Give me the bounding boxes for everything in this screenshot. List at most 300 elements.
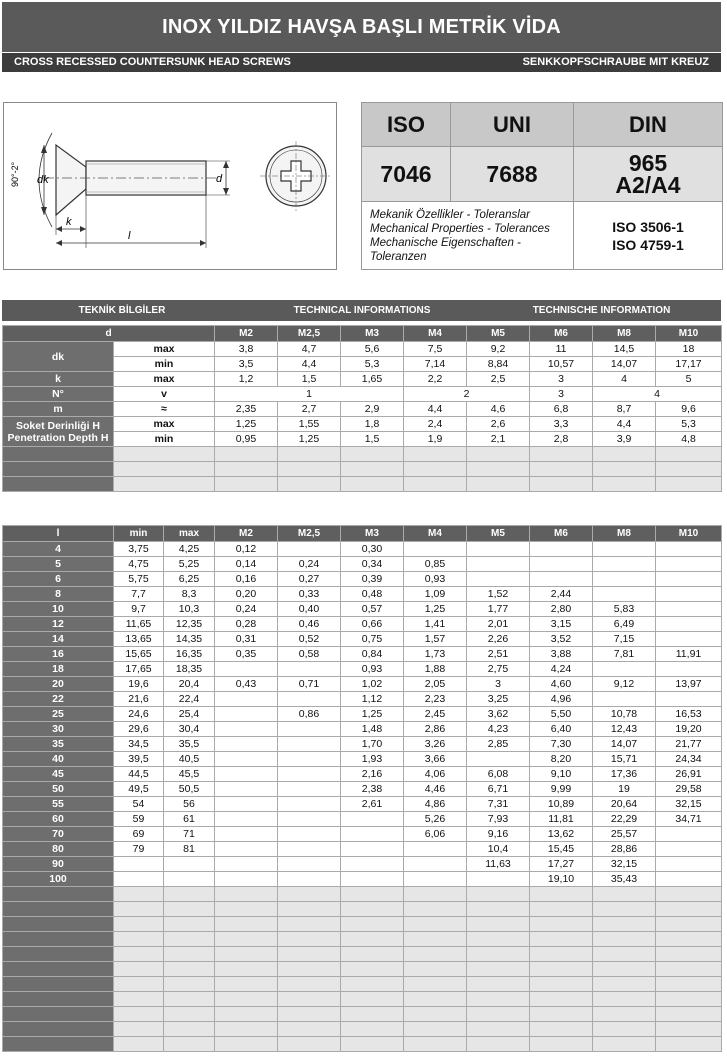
table-cell: 1,48: [341, 722, 404, 737]
dk-label: dk: [37, 174, 49, 186]
column-header: M4: [404, 526, 467, 542]
k-max-cell: 4: [593, 372, 656, 387]
socket-min-cell: 4,8: [656, 432, 722, 447]
table-row: [3, 782, 722, 797]
table-cell: 0,34: [341, 557, 404, 572]
empty-row: [3, 1007, 722, 1022]
table-row: [3, 617, 722, 632]
table-cell: 50,5: [164, 782, 215, 797]
subtitle-bar: [2, 52, 721, 72]
table-cell: 4,25: [164, 542, 215, 557]
table-row: [3, 572, 722, 587]
table-cell: 15,71: [593, 752, 656, 767]
table-cell: 35,43: [593, 872, 656, 887]
table-cell: 17,27: [530, 857, 593, 872]
table-cell: 0,20: [215, 587, 278, 602]
empty-row: [3, 887, 722, 902]
table-cell: 54: [114, 797, 164, 812]
table-row: [3, 767, 722, 782]
table-cell: 1,09: [404, 587, 467, 602]
table-cell: 1,41: [404, 617, 467, 632]
table-cell: [656, 857, 722, 872]
dk-row-label: dk: [3, 342, 114, 372]
table-cell: 0,24: [278, 557, 341, 572]
table-row: [3, 372, 722, 387]
penetration-depth-label: [3, 417, 114, 447]
iso-ref-2: ISO 4759-1: [612, 236, 684, 253]
table-cell: 0,52: [278, 632, 341, 647]
table-cell: 2,44: [530, 587, 593, 602]
table-cell: [467, 572, 530, 587]
size-header: M8: [593, 326, 656, 342]
table-cell: [656, 557, 722, 572]
table-cell: 71: [164, 827, 215, 842]
table-cell: 6,71: [467, 782, 530, 797]
column-header: M5: [467, 526, 530, 542]
title-bar: [2, 2, 721, 72]
m-cell: 4,4: [404, 402, 467, 417]
table-cell: [467, 557, 530, 572]
length-label: 100: [3, 872, 114, 887]
table-cell: 0,40: [278, 602, 341, 617]
dk-max-label: max: [114, 342, 215, 357]
socket-min-label: min: [114, 432, 215, 447]
table-cell: 3,52: [530, 632, 593, 647]
k-max-cell: 1,5: [278, 372, 341, 387]
dk-min-cell: 5,3: [341, 357, 404, 372]
table-cell: 19,6: [114, 677, 164, 692]
table-row: [3, 602, 722, 617]
table-row: [3, 632, 722, 647]
table-cell: [215, 782, 278, 797]
length-label: 4: [3, 542, 114, 557]
table-cell: 79: [114, 842, 164, 857]
table-cell: 10,78: [593, 707, 656, 722]
table-cell: 0,66: [341, 617, 404, 632]
column-header: M2: [215, 526, 278, 542]
recess-number-cell: 1: [215, 387, 404, 402]
m-cell: 4,6: [467, 402, 530, 417]
column-header: M10: [656, 526, 722, 542]
table-cell: 7,7: [114, 587, 164, 602]
table-cell: 2,86: [404, 722, 467, 737]
table-cell: [278, 752, 341, 767]
table-cell: 4,06: [404, 767, 467, 782]
table-cell: [278, 722, 341, 737]
table-cell: 0,33: [278, 587, 341, 602]
k-max-cell: 2,2: [404, 372, 467, 387]
length-label: 12: [3, 617, 114, 632]
l-label: l: [128, 230, 131, 242]
table-cell: 34,71: [656, 812, 722, 827]
table-row: [3, 752, 722, 767]
table-cell: 1,93: [341, 752, 404, 767]
tech-info-tr: TEKNİK BİLGİLER: [78, 305, 166, 316]
table-cell: 15,65: [114, 647, 164, 662]
table-cell: [278, 812, 341, 827]
dk-max-cell: 18: [656, 342, 722, 357]
k-max-label: max: [114, 372, 215, 387]
table-row: [3, 842, 722, 857]
table-cell: 2,61: [341, 797, 404, 812]
table-cell: 0,43: [215, 677, 278, 692]
m-cell: 2,35: [215, 402, 278, 417]
table-cell: 2,16: [341, 767, 404, 782]
table-cell: [215, 752, 278, 767]
m-cell: 2,7: [278, 402, 341, 417]
empty-row: [3, 917, 722, 932]
table-cell: [215, 707, 278, 722]
table-cell: 5,25: [164, 557, 215, 572]
k-row-label: k: [3, 372, 114, 387]
socket-max-cell: 4,4: [593, 417, 656, 432]
table-cell: 25,57: [593, 827, 656, 842]
length-label: 25: [3, 707, 114, 722]
table-cell: 0,57: [341, 602, 404, 617]
length-label: 14: [3, 632, 114, 647]
table-cell: 24,34: [656, 752, 722, 767]
dk-min-label: min: [114, 357, 215, 372]
table-cell: 19,20: [656, 722, 722, 737]
table-cell: [164, 872, 215, 887]
k-label: k: [66, 216, 72, 228]
socket-min-cell: 0,95: [215, 432, 278, 447]
table-cell: 0,46: [278, 617, 341, 632]
table-cell: 0,84: [341, 647, 404, 662]
table-cell: 1,52: [467, 587, 530, 602]
table-cell: 11,81: [530, 812, 593, 827]
table-cell: [114, 857, 164, 872]
empty-row: [3, 947, 722, 962]
table-cell: 1,12: [341, 692, 404, 707]
table-cell: [215, 662, 278, 677]
table-cell: 69: [114, 827, 164, 842]
dk-min-cell: 10,57: [530, 357, 593, 372]
column-header: max: [164, 526, 215, 542]
table-cell: 0,12: [215, 542, 278, 557]
table-cell: 9,10: [530, 767, 593, 782]
column-header: M2,5: [278, 526, 341, 542]
table-cell: 6,08: [467, 767, 530, 782]
table-cell: [656, 842, 722, 857]
din-number-main: 965: [628, 150, 668, 176]
table-cell: 1,73: [404, 647, 467, 662]
table-cell: 2,80: [530, 602, 593, 617]
table-cell: 28,86: [593, 842, 656, 857]
table-cell: 22,29: [593, 812, 656, 827]
table-cell: 1,25: [404, 602, 467, 617]
table-cell: [656, 662, 722, 677]
iso-ref-1: ISO 3506-1: [612, 218, 684, 235]
table-cell: 1,70: [341, 737, 404, 752]
tech-info-en: TECHNICAL INFORMATIONS: [293, 305, 431, 316]
table-cell: 13,97: [656, 677, 722, 692]
table-cell: 0,86: [278, 707, 341, 722]
table-cell: [278, 662, 341, 677]
empty-row: [3, 962, 722, 977]
table-cell: 22,4: [164, 692, 215, 707]
table-cell: [656, 827, 722, 842]
table-cell: 10,3: [164, 602, 215, 617]
length-label: 45: [3, 767, 114, 782]
table-cell: 4,46: [404, 782, 467, 797]
table-cell: 2,75: [467, 662, 530, 677]
table-cell: [215, 767, 278, 782]
table-cell: 1,02: [341, 677, 404, 692]
table-cell: 18,35: [164, 662, 215, 677]
table-cell: [656, 602, 722, 617]
table-row: [3, 827, 722, 842]
length-label: 6: [3, 572, 114, 587]
table-cell: [593, 587, 656, 602]
table-cell: 14,35: [164, 632, 215, 647]
din-number-grade: A2/A4: [615, 172, 681, 198]
dk-min-cell: 3,5: [215, 357, 278, 372]
table-cell: 30,4: [164, 722, 215, 737]
table-cell: 3,88: [530, 647, 593, 662]
size-header: M3: [341, 326, 404, 342]
table-cell: 3,26: [404, 737, 467, 752]
table-cell: 3,66: [404, 752, 467, 767]
table-row: [3, 737, 722, 752]
recess-number-label: N°: [3, 387, 114, 402]
table-cell: [467, 542, 530, 557]
table-cell: 13,65: [114, 632, 164, 647]
table-cell: [593, 542, 656, 557]
m-cell: 6,8: [530, 402, 593, 417]
table-row: [3, 647, 722, 662]
table-cell: [215, 872, 278, 887]
k-max-cell: 3: [530, 372, 593, 387]
screw-technical-drawing: [3, 102, 337, 270]
socket-min-cell: 2,8: [530, 432, 593, 447]
table-cell: 0,28: [215, 617, 278, 632]
table-cell: [467, 872, 530, 887]
table-cell: [114, 872, 164, 887]
table-cell: 1,25: [341, 707, 404, 722]
table-cell: 4,23: [467, 722, 530, 737]
table-cell: 5,75: [114, 572, 164, 587]
length-label: 90: [3, 857, 114, 872]
k-max-cell: 2,5: [467, 372, 530, 387]
table-row: [3, 342, 722, 357]
table-cell: 8,3: [164, 587, 215, 602]
recess-number-cell: 2: [404, 387, 530, 402]
k-max-cell: 5: [656, 372, 722, 387]
table-cell: 12,35: [164, 617, 215, 632]
table-cell: [278, 872, 341, 887]
table-row: [3, 387, 722, 402]
table-cell: 1,77: [467, 602, 530, 617]
length-label: 10: [3, 602, 114, 617]
table-cell: 49,5: [114, 782, 164, 797]
recess-number-cell: 3: [530, 387, 593, 402]
tech-info-de: TECHNISCHE INFORMATION: [532, 305, 671, 316]
length-label: 18: [3, 662, 114, 677]
empty-row: [3, 992, 722, 1007]
length-label: 70: [3, 827, 114, 842]
table-cell: 3,75: [114, 542, 164, 557]
length-label: 30: [3, 722, 114, 737]
table-cell: [278, 827, 341, 842]
table-cell: 29,6: [114, 722, 164, 737]
table-cell: 0,14: [215, 557, 278, 572]
table-cell: 7,31: [467, 797, 530, 812]
iso-header: ISO: [362, 103, 451, 147]
table-cell: 8,20: [530, 752, 593, 767]
table-cell: 10,4: [467, 842, 530, 857]
table-cell: 35,5: [164, 737, 215, 752]
table-cell: 3,62: [467, 707, 530, 722]
table-cell: [404, 872, 467, 887]
table-cell: [656, 692, 722, 707]
table-row: [3, 692, 722, 707]
empty-row: [3, 477, 722, 492]
table-cell: 20,4: [164, 677, 215, 692]
length-label: 40: [3, 752, 114, 767]
dimensions-table: [2, 325, 722, 492]
dk-min-cell: 17,17: [656, 357, 722, 372]
dk-max-cell: 7,5: [404, 342, 467, 357]
table-row: [3, 857, 722, 872]
table-cell: 7,81: [593, 647, 656, 662]
column-header: min: [114, 526, 164, 542]
m-row-label: m: [3, 402, 114, 417]
screw-drawing-svg: [4, 103, 336, 269]
socket-max-cell: 2,6: [467, 417, 530, 432]
table-cell: 4,60: [530, 677, 593, 692]
iso-references: [574, 202, 723, 270]
table-cell: 13,62: [530, 827, 593, 842]
technical-info-bar: [2, 300, 721, 321]
table-cell: 0,27: [278, 572, 341, 587]
dk-min-cell: 4,4: [278, 357, 341, 372]
table-row: [3, 587, 722, 602]
table-row: [3, 677, 722, 692]
standards-table: [361, 102, 723, 270]
uni-header: UNI: [451, 103, 574, 147]
table-cell: [404, 857, 467, 872]
table-cell: 9,16: [467, 827, 530, 842]
socket-min-cell: 1,9: [404, 432, 467, 447]
table-cell: [278, 542, 341, 557]
table-cell: 0,75: [341, 632, 404, 647]
table-cell: 19,10: [530, 872, 593, 887]
socket-max-label: max: [114, 417, 215, 432]
table-row: [3, 872, 722, 887]
length-label: 8: [3, 587, 114, 602]
table-cell: [278, 797, 341, 812]
table-cell: 0,31: [215, 632, 278, 647]
m-cell: 2,9: [341, 402, 404, 417]
table-cell: 2,51: [467, 647, 530, 662]
table-cell: 29,58: [656, 782, 722, 797]
table-row: [3, 557, 722, 572]
table-row: [3, 417, 722, 432]
empty-row: [3, 932, 722, 947]
table-cell: 2,23: [404, 692, 467, 707]
length-label: 5: [3, 557, 114, 572]
dk-max-cell: 4,7: [278, 342, 341, 357]
table-cell: 0,85: [404, 557, 467, 572]
table-row: [3, 402, 722, 417]
table-cell: 16,35: [164, 647, 215, 662]
table-cell: 1,57: [404, 632, 467, 647]
penetration-depth-en: Penetration Depth H: [7, 431, 109, 444]
table-cell: [215, 842, 278, 857]
table-cell: [341, 812, 404, 827]
dk-max-cell: 14,5: [593, 342, 656, 357]
table-cell: 17,36: [593, 767, 656, 782]
table-cell: [530, 557, 593, 572]
table-cell: 24,6: [114, 707, 164, 722]
table-cell: 45,5: [164, 767, 215, 782]
table-cell: 0,58: [278, 647, 341, 662]
angle-label: 90°-2°: [10, 161, 20, 187]
table-cell: 9,12: [593, 677, 656, 692]
table-cell: [593, 557, 656, 572]
penetration-depth-tr: Soket Derinliği H: [15, 419, 100, 432]
table-cell: [467, 752, 530, 767]
table-cell: 59: [114, 812, 164, 827]
table-cell: 5,26: [404, 812, 467, 827]
table-cell: 39,5: [114, 752, 164, 767]
table-cell: 1,88: [404, 662, 467, 677]
table-cell: 0,24: [215, 602, 278, 617]
table-row: [3, 797, 722, 812]
dk-max-cell: 11: [530, 342, 593, 357]
table-cell: 2,05: [404, 677, 467, 692]
table-cell: 6,40: [530, 722, 593, 737]
iso-number: 7046: [362, 147, 451, 202]
empty-row: [3, 1022, 722, 1037]
properties-tr: Mekanik Özellikler - Toleranslar: [370, 208, 530, 221]
table-cell: 0,71: [278, 677, 341, 692]
table-cell: 15,45: [530, 842, 593, 857]
table-cell: 7,30: [530, 737, 593, 752]
m-cell: 8,7: [593, 402, 656, 417]
properties-de: Mechanische Eigenschaften - Toleranzen: [370, 236, 521, 263]
table-cell: [656, 542, 722, 557]
table-cell: 19: [593, 782, 656, 797]
m-cell: 9,6: [656, 402, 722, 417]
table-cell: [341, 872, 404, 887]
table-cell: [341, 827, 404, 842]
table-cell: 11,65: [114, 617, 164, 632]
table-cell: 4,96: [530, 692, 593, 707]
length-label: 80: [3, 842, 114, 857]
table-cell: [656, 872, 722, 887]
table-cell: 4,75: [114, 557, 164, 572]
empty-row: [3, 977, 722, 992]
table-cell: 26,91: [656, 767, 722, 782]
length-label: 35: [3, 737, 114, 752]
length-label: 20: [3, 677, 114, 692]
table-cell: 32,15: [593, 857, 656, 872]
table-cell: [215, 722, 278, 737]
d-header: d: [3, 326, 215, 342]
table-cell: [278, 842, 341, 857]
length-weight-table: [2, 525, 722, 1052]
socket-max-cell: 1,8: [341, 417, 404, 432]
table-cell: 4,24: [530, 662, 593, 677]
table-cell: 5,83: [593, 602, 656, 617]
size-header: M5: [467, 326, 530, 342]
uni-number: 7688: [451, 147, 574, 202]
table-cell: 6,49: [593, 617, 656, 632]
column-header: M6: [530, 526, 593, 542]
table-cell: 21,6: [114, 692, 164, 707]
